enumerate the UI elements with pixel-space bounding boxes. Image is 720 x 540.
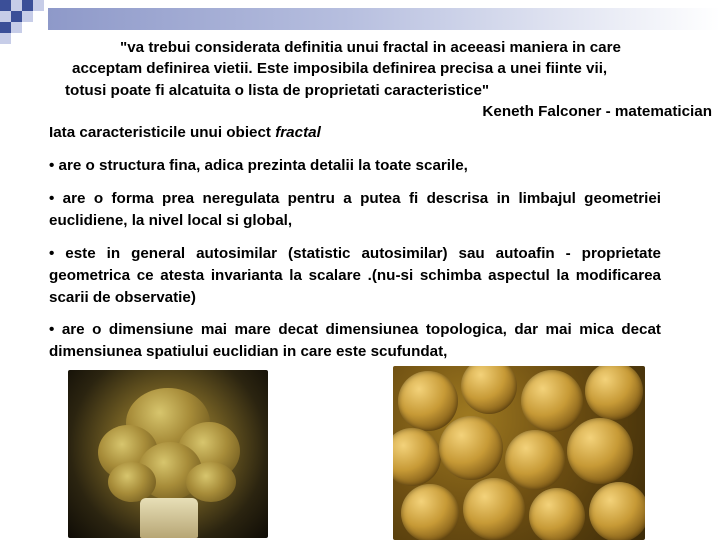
deco-square	[0, 0, 11, 11]
deco-square	[0, 33, 11, 44]
deco-square	[0, 22, 11, 33]
intro-emphasis: fractal	[275, 124, 321, 141]
deco-square	[11, 22, 22, 33]
deco-square	[33, 0, 44, 11]
quote-attribution: Keneth Falconer - matematician	[482, 103, 712, 120]
deco-square	[11, 0, 22, 11]
deco-square	[22, 0, 33, 11]
deco-square	[22, 11, 33, 22]
quote-line-3: totusi poate fi alcatuita o lista de proprietati caracteristice"	[65, 82, 490, 99]
intro-line	[49, 124, 321, 141]
deco-square	[0, 11, 11, 22]
bullet-item: • este in general autosimilar (statistic autosimilar) sau autoafin - proprietate geometrica ce atesta invarianta la scalare .(nu-si schimba aspectul la modificarea scarii de observatie)	[49, 245, 661, 306]
quote-line-2: acceptam definirea vietii. Este imposibila definirea precisa a unei fiinte vii,	[72, 60, 608, 77]
quote-line-1: "va trebui considerata definitia unui fractal in aceeasi maniera in care	[120, 39, 621, 56]
romanesco-closeup-photo	[393, 366, 645, 540]
title-bar	[48, 8, 720, 30]
romanesco-photo	[68, 370, 268, 538]
bullet-item: • are o dimensiune mai mare decat dimensiunea topologica, dar mai mica decat dimensiunea spatiului euclidian in care este scufundat,	[49, 321, 661, 360]
deco-square	[11, 11, 22, 22]
bullet-item: • are o forma prea neregulata pentru a putea fi descrisa in limbajul geometriei euclidiene, la nivel local si global,	[49, 190, 661, 229]
intro-text: Iata caracteristicile unui obiect	[49, 124, 276, 141]
bullet-item: • are o structura fina, adica prezinta detalii la toate scarile,	[49, 157, 468, 174]
